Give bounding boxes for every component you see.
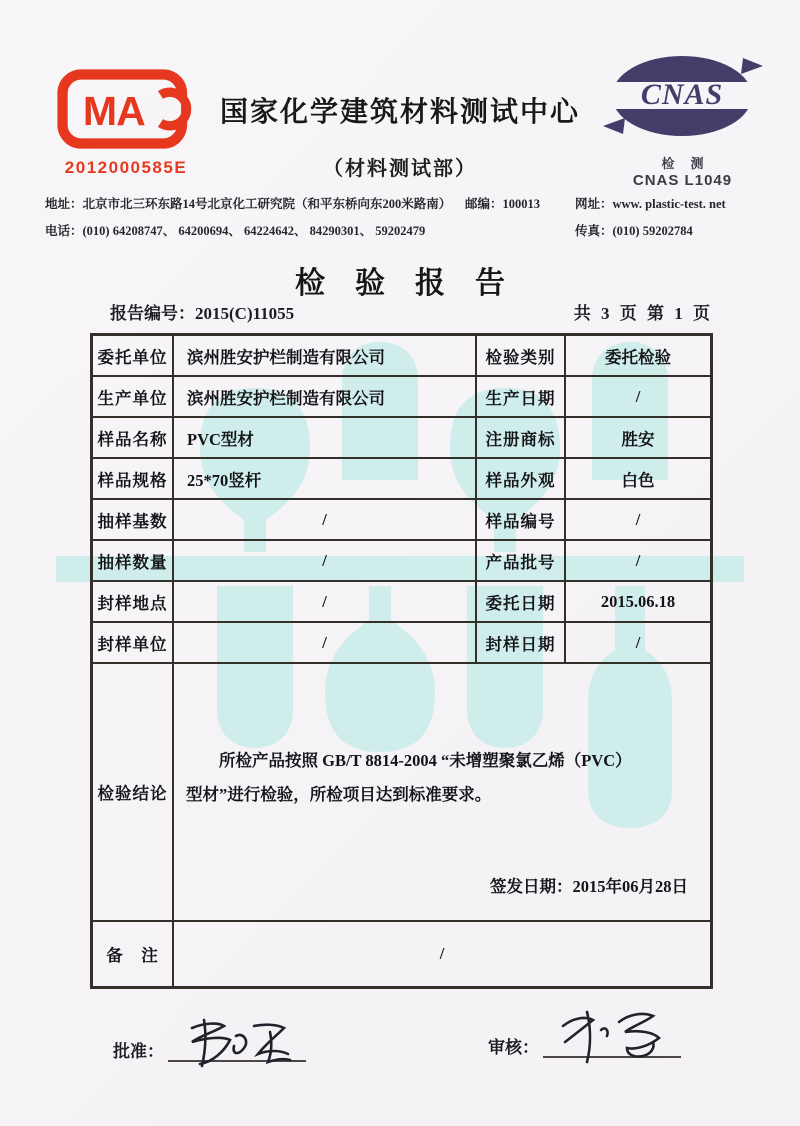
value-sample-appearance: 白色 — [566, 459, 710, 500]
label-seal-place: 封样地点 — [93, 582, 174, 623]
value-seal-unit: / — [174, 623, 477, 664]
cma-letters: MA — [82, 87, 145, 134]
label-entrust-unit: 委托单位 — [93, 336, 174, 377]
label-sample-appearance: 样品外观 — [477, 459, 566, 500]
report-number — [110, 299, 294, 324]
value-sample-no: / — [566, 500, 710, 541]
label-seal-unit: 封样单位 — [93, 623, 174, 664]
phone-text: 电话：(010) 64208747、 64200694、 64224642、 84290301、 59202479 — [45, 224, 426, 238]
label-conclusion: 检验结论 — [93, 664, 174, 922]
value-sample-name: PVC型材 — [174, 418, 477, 459]
label-producer: 生产单位 — [93, 377, 174, 418]
conclusion-cell — [174, 664, 710, 922]
report-number-label: 报告编号： — [110, 304, 195, 323]
report-title: 检验报告 — [295, 267, 535, 300]
label-trademark: 注册商标 — [477, 418, 566, 459]
review-signature-line — [543, 1022, 681, 1058]
review-label: 审核： — [488, 1038, 539, 1057]
cnas-logo-icon — [603, 50, 763, 146]
value-producer: 滨州胜安护栏制造有限公司 — [174, 377, 477, 418]
value-sampling-qty: / — [174, 541, 477, 582]
cnas-logo — [600, 50, 765, 189]
label-sample-spec: 样品规格 — [93, 459, 174, 500]
report-number-value: 2015(C)11055 — [195, 304, 295, 323]
website-text: 网址：www. plastic-test. net — [575, 197, 726, 211]
value-production-date: / — [566, 377, 710, 418]
label-sample-name: 样品名称 — [93, 418, 174, 459]
value-entrust-date: 2015.06.18 — [566, 582, 710, 623]
value-seal-date: / — [566, 623, 710, 664]
value-batch-no: / — [566, 541, 710, 582]
reviewer-signature — [549, 1006, 679, 1068]
org-subtitle: （材料测试部） — [323, 158, 477, 180]
value-test-category: 委托检验 — [566, 336, 710, 377]
label-seal-date: 封样日期 — [477, 623, 566, 664]
label-sample-no: 样品编号 — [477, 500, 566, 541]
label-sampling-base: 抽样基数 — [93, 500, 174, 541]
conclusion-line1: 所检产品按照 GB/T 8814-2004 “未增塑聚氯乙烯（PVC） — [219, 751, 632, 770]
approve-label: 批准： — [113, 1042, 164, 1061]
value-entrust-unit: 滨州胜安护栏制造有限公司 — [174, 336, 477, 377]
address-text: 地址：北京市北三环东路14号北京化工研究院（和平东桥向东200米路南） — [45, 197, 452, 211]
report-table — [90, 333, 713, 989]
cnas-tag: 检测 — [661, 156, 720, 171]
value-seal-place: / — [174, 582, 477, 623]
value-trademark: 胜安 — [566, 418, 710, 459]
label-test-category: 检验类别 — [477, 336, 566, 377]
cnas-letters: CNAS — [640, 78, 723, 111]
page-count: 共 3 页 第 1 页 — [573, 304, 713, 323]
issue-date: 签发日期：2015年06月28日 — [490, 877, 688, 896]
cma-logo — [56, 68, 196, 178]
fax-text: 传真：(010) 59202784 — [575, 224, 693, 238]
label-entrust-date: 委托日期 — [477, 582, 566, 623]
value-sampling-base: / — [174, 500, 477, 541]
cma-certificate-number: 2012000585E — [64, 158, 188, 177]
label-remark: 备 注 — [93, 922, 174, 986]
value-remark: / — [439, 944, 445, 963]
zip-text: 邮编：100013 — [465, 197, 541, 211]
org-title: 国家化学建筑材料测试中心 — [219, 97, 580, 128]
label-production-date: 生产日期 — [477, 377, 566, 418]
approver-signature — [174, 1014, 299, 1072]
cnas-code: CNAS L1049 — [632, 172, 733, 189]
value-sample-spec: 25*70竖杆 — [174, 459, 477, 500]
approve-signature-line — [168, 1026, 306, 1062]
conclusion-line2: 型材”进行检验，所检项目达到标准要求。 — [186, 785, 492, 804]
cma-logo-icon — [56, 68, 196, 150]
label-sampling-qty: 抽样数量 — [93, 541, 174, 582]
contact-block — [45, 194, 760, 248]
label-batch-no: 产品批号 — [477, 541, 566, 582]
